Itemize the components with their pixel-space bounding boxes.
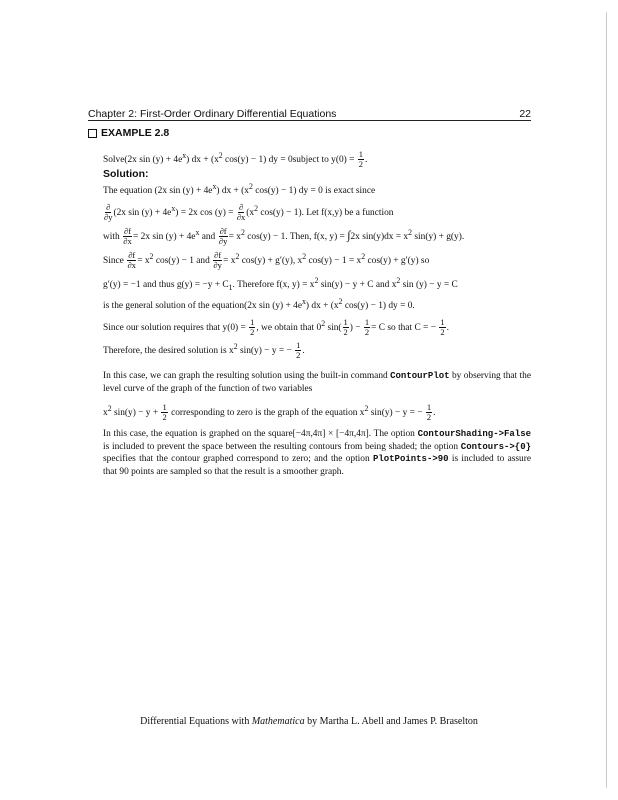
text: x	[103, 408, 108, 419]
text: by observing that the level curve of the graph of the function of two variables	[103, 371, 532, 394]
num: ∂	[238, 202, 244, 213]
num: 1	[296, 340, 301, 351]
code-plotpoints: PlotPoints->90	[372, 454, 449, 465]
text: −	[355, 323, 361, 334]
text: ) = 2x cos (y) =	[175, 208, 234, 219]
problem-statement	[103, 150, 367, 169]
num: ∂f	[219, 226, 227, 237]
code-contours: Contours->{0}	[460, 441, 532, 452]
footer-text: by Martha L. Abell and James P. Braselton	[304, 716, 478, 727]
text: .	[446, 323, 449, 334]
fraction	[127, 251, 136, 270]
fraction	[104, 203, 112, 222]
den: 2	[358, 159, 364, 170]
fraction	[295, 341, 301, 360]
text: .	[433, 408, 436, 419]
text: Since our solution requires that y(0) =	[103, 323, 246, 334]
text: sin (y) − y = C	[400, 280, 458, 291]
text: The equation (2x sin (y) + 4e	[103, 186, 213, 197]
fraction	[426, 403, 432, 422]
sup: 2	[233, 342, 238, 351]
den: ∂y	[104, 212, 113, 223]
sup: x	[182, 151, 187, 160]
text: Since	[103, 256, 124, 267]
den: 2	[162, 412, 167, 423]
text: .	[365, 155, 368, 166]
page-edge	[606, 12, 607, 788]
text: = x	[228, 232, 241, 243]
comparison-line	[103, 251, 429, 270]
sup: 2	[218, 151, 223, 160]
text: ) dx + (x	[186, 155, 219, 166]
text: cos(y) − 1 = x	[306, 256, 362, 267]
potential-function-line	[103, 227, 464, 246]
den: ∂y	[218, 236, 228, 247]
text: cos(y) + g′(y) so	[365, 256, 430, 267]
sup: 2	[235, 252, 240, 261]
text: (x	[246, 208, 255, 219]
exactness-line	[103, 181, 375, 197]
page-number: 22	[519, 108, 531, 120]
partial-derivative-line	[103, 203, 393, 222]
sup: x	[195, 228, 200, 237]
text: cos(y) − 1) dy = 0 is exact since	[252, 186, 376, 197]
paragraph-contourplot	[103, 370, 531, 395]
level-curve-line	[103, 403, 436, 422]
sup: 2	[248, 182, 253, 191]
text: sin(y) + g(y).	[412, 232, 465, 243]
footer-text: Differential Equations with	[140, 716, 250, 727]
text: is included to assure that 90 points are sampled so that the result is a smoother graph.	[103, 454, 531, 477]
fraction	[249, 318, 255, 337]
text: = C so that C = −	[371, 323, 436, 334]
sup: x	[171, 204, 176, 213]
text: cos(y) − 1) dy = 0subject to y(0) =	[222, 155, 355, 166]
fraction	[237, 203, 245, 222]
sup: 2	[321, 319, 326, 328]
header-rule	[88, 120, 531, 121]
fraction	[358, 150, 364, 169]
integral-sign: ∫	[347, 228, 351, 243]
text: , we obtain that 0	[256, 323, 322, 334]
text: 2x sin(y)dx = x	[350, 232, 409, 243]
text: = x	[137, 256, 150, 267]
text: and	[199, 232, 216, 243]
num: 1	[358, 149, 364, 160]
text: ) dx + (x	[305, 301, 339, 312]
text: sin(y) − y +	[111, 408, 159, 419]
den: ∂x	[127, 260, 136, 271]
text: cos(y) + g′(y), x	[239, 256, 303, 267]
text: Therefore, the desired solution is x	[103, 346, 234, 357]
sub: 1	[228, 283, 233, 292]
text: cos(y) − 1). Let f(x,y) be a function	[258, 208, 394, 219]
chapter-title: Chapter 2: First-Order Ordinary Differential Equations	[88, 108, 337, 120]
den: 2	[343, 327, 348, 338]
fraction	[161, 403, 167, 422]
den: ∂x	[236, 212, 246, 223]
fraction	[219, 227, 228, 246]
paragraph-options	[103, 428, 531, 478]
sup: x	[212, 182, 217, 191]
den: 2	[296, 350, 301, 361]
sup: 2	[240, 228, 245, 237]
den: 2	[364, 327, 370, 338]
num: 1	[364, 317, 370, 328]
general-solution-statement	[103, 296, 415, 312]
text: sin(y) − y + C and x	[318, 280, 397, 291]
text: In this case, we can graph the resulting solution using the built-in command	[103, 371, 388, 381]
text: In this case, the equation is graphed on the square[−4π,4π] × [−4π,4π]. The option	[103, 429, 415, 439]
text: (2x sin (y) + 4e	[113, 208, 172, 219]
num: 1	[343, 317, 348, 328]
text: with	[103, 232, 120, 243]
text: Solve(2x sin (y) + 4e	[103, 155, 183, 166]
num: ∂	[106, 202, 111, 213]
sup: 2	[254, 204, 259, 213]
num: 1	[162, 402, 167, 413]
num: 1	[426, 402, 432, 413]
text: ) dx + (x	[216, 186, 249, 197]
checkbox-icon	[88, 129, 97, 138]
general-solution-line	[103, 275, 458, 294]
code-contourshading: ContourShading->False	[417, 429, 531, 439]
sup: 2	[149, 252, 154, 261]
text: cos(y) − 1) dy = 0.	[342, 301, 415, 312]
text: = 2x sin (y) + 4e	[133, 232, 196, 243]
fraction	[213, 251, 222, 270]
example-title: EXAMPLE 2.8	[101, 127, 170, 139]
text: .	[302, 346, 305, 357]
fraction	[343, 318, 349, 337]
den: 2	[440, 327, 445, 338]
text: specifies that the contour graphed correspond to zero; and the option	[103, 454, 370, 465]
solution-heading: Solution:	[103, 168, 149, 180]
text: sin	[325, 323, 339, 334]
num: ∂f	[214, 250, 222, 261]
text: g′(y) = −1 and thus g(y) = −y + C	[103, 280, 229, 291]
initial-condition-line: Since our solution requires that y(0) = $\frac{1}{2}$ , we obtain that $0^2$ sin( $\frac{1}{2}$ ) − $\frac{1}{2}$ = C so that C = − $\frac{1}{2}$ .	[103, 317, 449, 338]
fraction	[364, 318, 370, 337]
sup: 2	[338, 297, 343, 306]
text: = x	[223, 256, 236, 267]
text: cos(y) − 1. Then, f(x, y) =	[244, 232, 345, 243]
den: 2	[250, 327, 255, 338]
sup: x	[302, 297, 306, 306]
sup: 2	[314, 276, 319, 285]
den: ∂y	[213, 260, 222, 271]
num: 1	[250, 317, 255, 328]
fraction	[439, 318, 445, 337]
num: 1	[440, 317, 445, 328]
text: sin(y) − y = −	[237, 346, 292, 357]
text: is included to prevent the space between the resulting contours from being shaded; the option	[103, 441, 459, 452]
text: sin(y) − y = −	[368, 408, 423, 419]
sup: 2	[364, 404, 369, 413]
footer-italic: Mathematica	[251, 716, 305, 727]
sup: 2	[302, 252, 307, 261]
text: is the general solution of the equation(2x sin (y) + 4e	[103, 301, 302, 312]
sup: 2	[396, 276, 401, 285]
page-footer	[0, 716, 618, 727]
text: . Therefore f(x, y) = x	[232, 280, 315, 291]
den: 2	[426, 412, 432, 423]
running-header	[88, 108, 531, 120]
den: ∂x	[123, 236, 132, 247]
example-heading	[88, 127, 169, 139]
sup: 2	[107, 404, 112, 413]
num: ∂f	[124, 226, 132, 237]
text: corresponding to zero is the graph of the equation x	[168, 408, 365, 419]
sup: 2	[361, 252, 366, 261]
code-contourplot: ContourPlot	[390, 371, 450, 381]
sup: 2	[408, 228, 413, 237]
fraction	[123, 227, 132, 246]
num: ∂f	[128, 250, 136, 261]
desired-solution-line	[103, 341, 305, 360]
text: cos(y) − 1 and	[153, 256, 210, 267]
